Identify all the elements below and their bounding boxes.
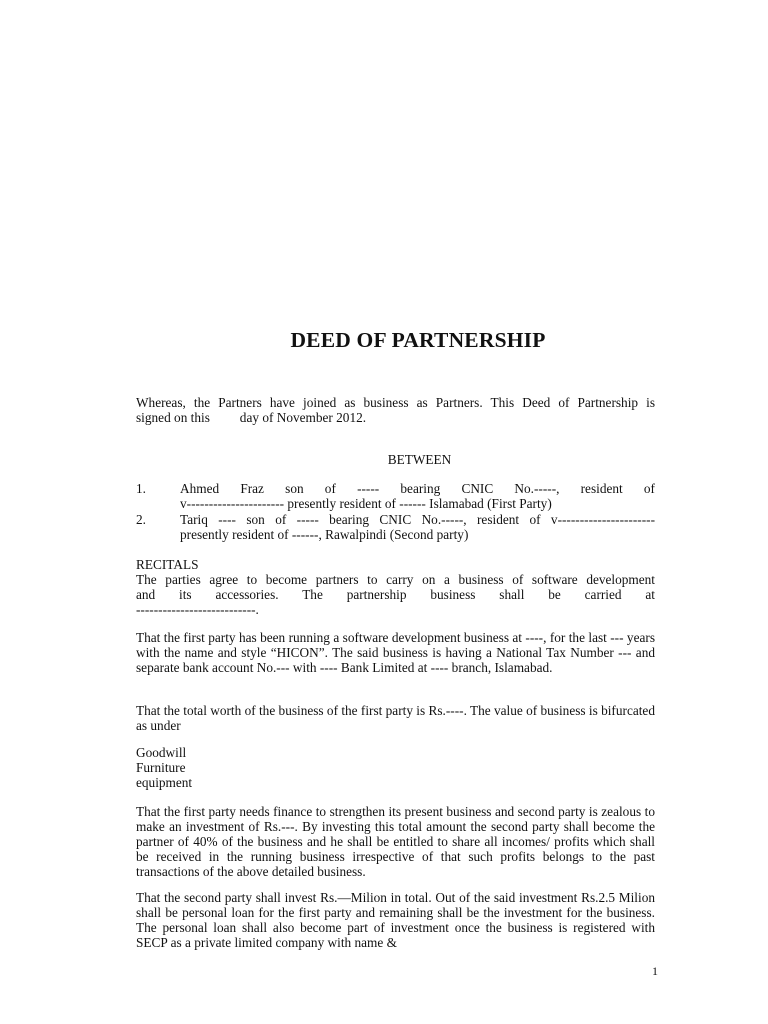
party-number: 1. (136, 481, 146, 496)
page-title: DEED OF PARTNERSHIP (290, 328, 546, 352)
recitals-section (136, 557, 655, 617)
recitals-heading: RECITALS (136, 557, 199, 572)
party-item-2 (136, 512, 655, 542)
recitals-line-3: ---------------------------. (136, 602, 259, 617)
party-number: 2. (136, 512, 146, 527)
paragraph-invest: That the second party shall invest Rs.—Milion in total. Out of the said investment Rs.2.5 Milion shall be personal loan for the first party and remaining shall be the investment for the business. The personal loan shall also become part of investment once the business is registered with SECP as a private limited company with name & (136, 890, 655, 950)
recitals-line-2: and its accessories. The partnership business shall be carried at (136, 587, 655, 602)
party-line: Tariq ---- son of ----- bearing CNIC No.-----, resident of v---------------------- (180, 512, 655, 527)
paragraph-finance: That the first party needs finance to strengthen its present business and second party is zealous to make an investment of Rs.---. By investing this total amount the second party shall become the partner of 40% of the business and he shall be entitled to share all incomes/ profits which shall be received in the running business irrespective of that such profits belongs to the past transactions of the above detailed business. (136, 804, 655, 879)
between-heading: BETWEEN (387, 452, 452, 467)
party-line: Ahmed Fraz son of ----- bearing CNIC No.-----, resident of (180, 481, 655, 496)
recitals-line-1: The parties agree to become partners to carry on a business of software development (136, 572, 655, 587)
paragraph-worth: That the total worth of the business of the first party is Rs.----. The value of business is bifurcated as under (136, 703, 655, 733)
party-item-1 (136, 481, 655, 511)
intro-paragraph (136, 395, 655, 425)
asset-item: Goodwill (136, 745, 187, 760)
page-number: 1 (652, 964, 658, 978)
paragraph-first-party: That the first party has been running a software development business at ----, for the last --- years with the name and style “HICON”. The said business is having a National Tax Number --- and separate bank account No.--- with ---- Bank Limited at ---- branch, Islamabad. (136, 630, 655, 675)
intro-line-2: signed on this day of November 2012. (136, 410, 367, 425)
intro-line-1: Whereas, the Partners have joined as business as Partners. This Deed of Partnership is (136, 395, 655, 410)
party-line: v---------------------- presently resident of ------ Islamabad (First Party) (180, 496, 552, 511)
asset-item: equipment (136, 775, 193, 790)
asset-item: Furniture (136, 760, 186, 775)
party-line: presently resident of ------, Rawalpindi (Second party) (180, 527, 469, 542)
assets-list (136, 745, 655, 790)
